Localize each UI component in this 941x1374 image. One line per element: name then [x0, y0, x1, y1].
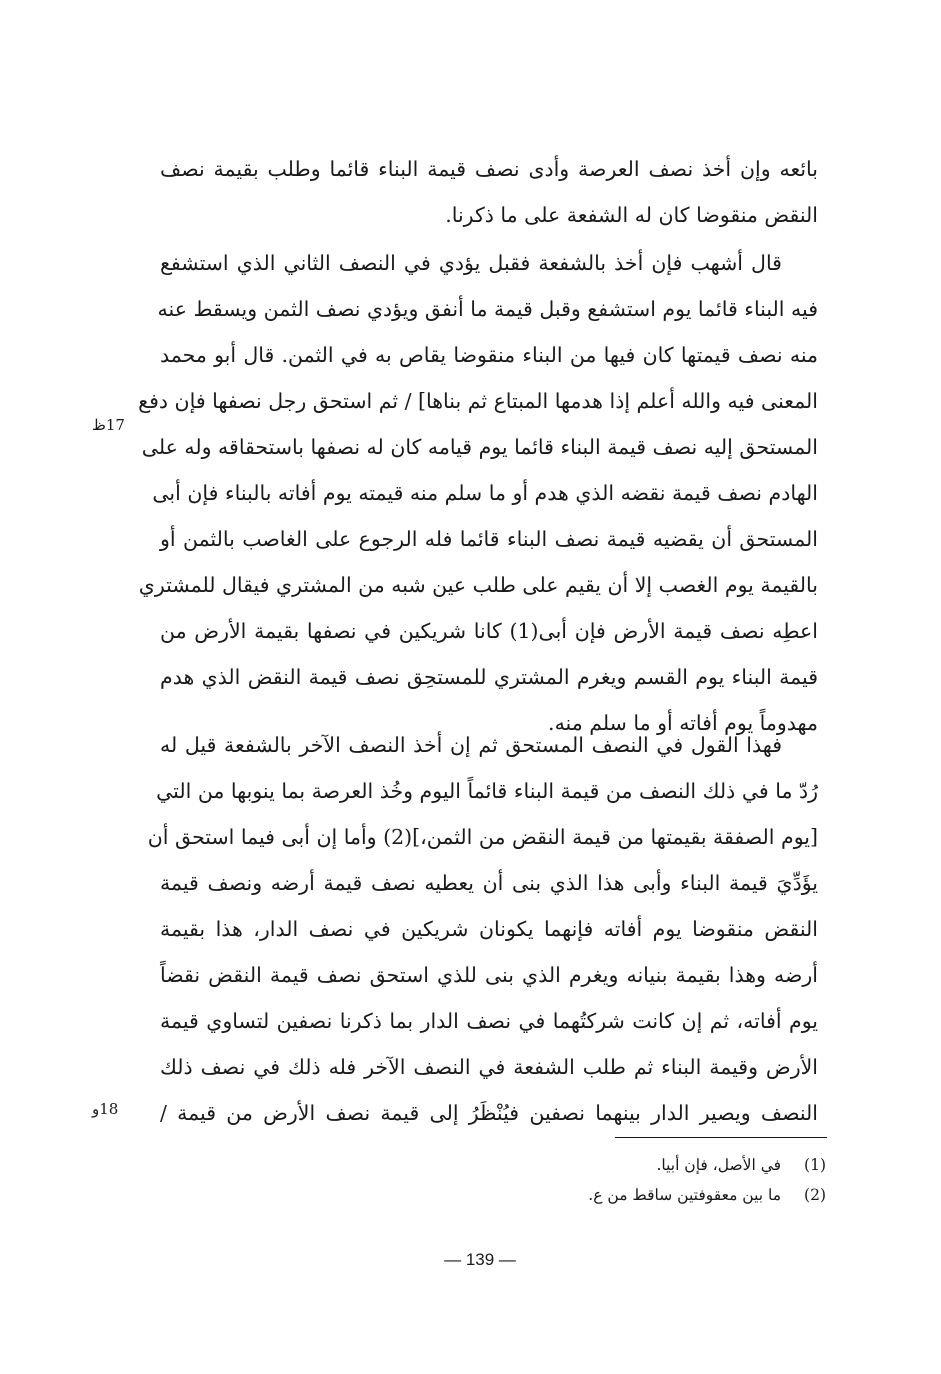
footnote-number: (1) [804, 1156, 826, 1174]
paragraph-3 [147, 722, 818, 1136]
text-line: النقض منقوضا يوم أفاته فإنهما يكونان شريكين في نصف الدار، هذا بقيمة [160, 917, 818, 941]
text-line: الهادم نصف قيمة نقضه الذي هدم أو ما سلم منه قيمته يوم أفاته بالبناء فإن أبى [152, 481, 818, 505]
footnote-text: في الأصل، فإن أبيا. [656, 1156, 782, 1174]
text-line: المعنى فيه والله أعلم إذا هدمها المبتاع ثم بناها] / ثم استحق رجل نصفها فإن دفع [138, 389, 818, 413]
text-line: المستحق إليه نصف قيمة البناء قائما يوم قيامه كان له نصفها باستحقاقه وله على [141, 435, 818, 459]
text-line: قيمة البناء يوم القسم ويغرم المشتري للمستحِق نصف قيمة النقض الذي هدم [160, 665, 818, 689]
text-line: مهدوماً يوم أفاته أو ما سلم منه. [548, 711, 818, 735]
text-line: فهذا القول في النصف المستحق ثم إن أخذ النصف الآخر بالشفعة قيل له [160, 733, 782, 757]
text-line: النصف ويصير الدار بينهما نصفين فيُنْظَرُ إلى قيمة نصف الأرض من قيمة / [160, 1101, 818, 1125]
footnote-text: ما بين معقوفتين ساقط من ع. [588, 1186, 782, 1204]
footnote-separator [615, 1137, 827, 1138]
text-line: النقض منقوضا كان له الشفعة على ما ذكرنا. [445, 203, 818, 227]
text-line: فيه البناء قائما يوم استشفع وقبل قيمة ما أنفق ويؤدي نصف الثمن ويسقط عنه [157, 297, 818, 321]
text-line: يؤَدِّيَ قيمة البناء وأبى هذا الذي بنى أن يعطيه نصف قيمة أرضه ونصف قيمة [160, 871, 818, 895]
text-line: بائعه وإن أخذ نصف العرصة وأدى نصف قيمة البناء قائما وطلب بقيمة نصف [160, 157, 818, 181]
footnote [400, 1150, 826, 1180]
text-line: الأرض وقيمة البناء ثم طلب الشفعة في النصف الآخر فله ذلك في نصف ذلك [160, 1055, 818, 1079]
text-line: يوم أفاته، ثم إن كانت شركتُهما في نصف الدار بما ذكرنا نصفين لتساوي قيمة [160, 1009, 818, 1033]
page-number: — 139 — [444, 1250, 516, 1269]
text-line: منه نصف قيمتها كان فيها من البناء منقوضا يقاص به في الثمن. قال أبو محمد [160, 343, 818, 367]
text-line: اعطِه نصف قيمة الأرض فإن أبى(1) كانا شريكين في نصفها بقيمة الأرض من [160, 619, 818, 643]
text-line: قال أشهب فإن أخذ بالشفعة فقبل يؤدي في النصف الثاني الذي استشفع [160, 251, 782, 275]
folio-marker: 18و [92, 1100, 119, 1118]
text-line: [يوم الصفقة بقيمتها من قيمة النقض من الثمن،](2) وأما إن أبى فيما استحق أن [147, 825, 818, 849]
footnotes [400, 1150, 826, 1210]
folio-marker: 17ظ [92, 416, 125, 434]
footnote-number: (2) [804, 1186, 826, 1204]
text-line: أرضه وهذا بقيمة بنيانه ويغرم الذي بنى للذي استحق نصف قيمة النقض نقضاً [160, 963, 818, 987]
text-line: بالقيمة يوم الغصب إلا أن يقيم على طلب عين شبه من المشتري فيقال للمشتري [138, 573, 818, 597]
text-line: المستحق أن يقضيه قيمة نصف البناء قائما فله الرجوع على الغاصب بالثمن أو [160, 527, 818, 551]
text-line: رُدّ ما في ذلك النصف من قيمة البناء قائماً اليوم وخُذ العرصة بما ينوبها من التي [156, 779, 818, 803]
paragraph-1 [160, 146, 818, 238]
footnote [400, 1180, 826, 1210]
paragraph-2 [138, 240, 818, 746]
